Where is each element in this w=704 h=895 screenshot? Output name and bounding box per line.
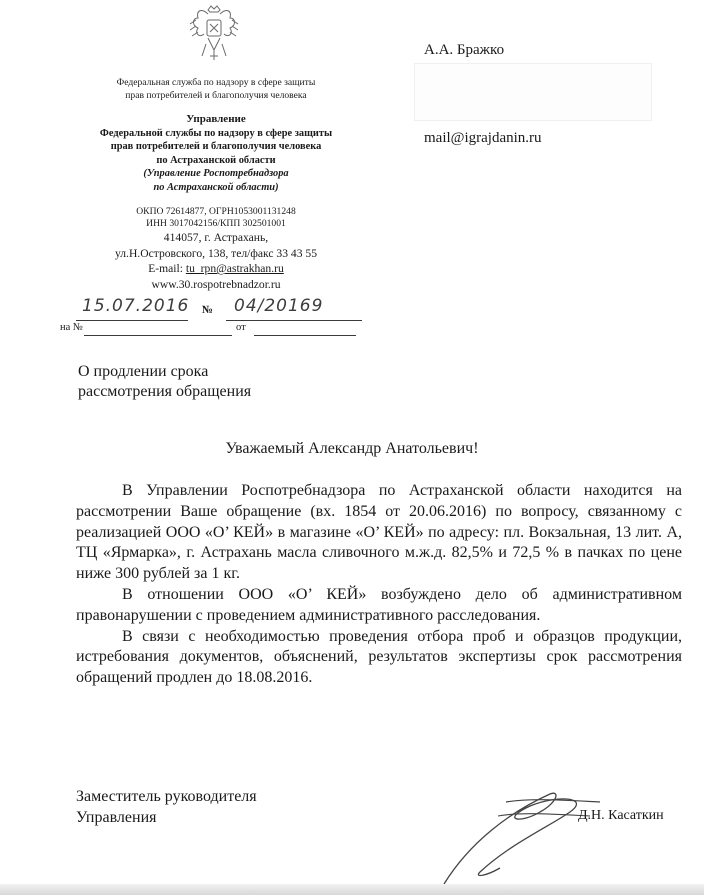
page-edge — [0, 884, 704, 895]
letter-body — [76, 481, 682, 689]
body-paragraph: В Управлении Роспотребнадзора по Астраханской области находится на рассмотрении Ваше обращение (вх. 1854 от 20.06.2016) по вопросу, связанному с реализацией ООО «О’ КЕЙ» в магазине «О’ КЕЙ» по адресу: пл. Вокзальная, 13 лит. А, ТЦ «Ярмарка», г. Астрахань масла сливочного м.ж.д. 82,5% и 72,5 % в пачках по цене ниже 300 рублей за 1 кг. — [76, 482, 682, 583]
recipient-name: А.А. Бражко — [424, 42, 505, 58]
outgoing-number: 04/20169 — [234, 296, 324, 316]
handwritten-signature — [440, 772, 610, 892]
outgoing-date: 15.07.2016 — [82, 296, 190, 316]
email-line: E-mail: tu_rpn@astrakhan.ru — [148, 262, 284, 276]
outgoing-registration — [76, 292, 362, 324]
signer-title: Заместитель руководителя Управления — [76, 788, 257, 826]
body-paragraph: В связи с необходимостью проведения отбора проб и образцов продукции, истребования документов, объяснений, результатов экспертизы срок рассмотрения обращений продлен до 18.08.2016. — [76, 627, 682, 687]
agency-website[interactable]: www.30.rospotrebnadzor.ru — [151, 277, 281, 291]
agency-name: Федеральная служба по надзору в сфере защиты прав потребителей и благополучия человека — [116, 77, 316, 101]
reference-line — [56, 322, 362, 344]
number-label: № — [202, 304, 214, 316]
signer-name: Д.Н. Касаткин — [578, 808, 664, 823]
from-label: от — [236, 322, 246, 333]
ref-label: на № — [60, 322, 83, 333]
department-block: Управление Федеральной службы по надзору в сфере защиты прав потребителей и благополучия человека по Астраханской области (Управление Роспотребнадзора по Астраханской области) — [60, 113, 372, 195]
greeting: Уважаемый Александр Анатольевич! — [225, 440, 479, 457]
department-title: Управление — [186, 113, 246, 125]
recipient-email: mail@igrajdanin.ru — [424, 130, 542, 146]
registration-codes: ОКПО 72614877, ОГРН1053001131248 ИНН 3017042156/КПП 302501001 — [136, 206, 296, 229]
letter-subject: О продлении срока рассмотрения обращения — [78, 363, 252, 400]
coat-of-arms-icon — [188, 4, 240, 62]
contact-block: 414057, г. Астрахань, ул.Н.Островского, 138, тел/факс 33 43 55 E-mail: tu_rpn@astrakhan.ru www.30.rospotrebnadzor.ru — [60, 230, 372, 292]
agency-email-link[interactable]: tu_rpn@astrakhan.ru — [185, 262, 284, 276]
body-paragraph: В отношении ООО «О’ КЕЙ» возбуждено дело об административном правонарушении с проведением административного расследования. — [76, 585, 682, 624]
redacted-block — [414, 63, 652, 121]
